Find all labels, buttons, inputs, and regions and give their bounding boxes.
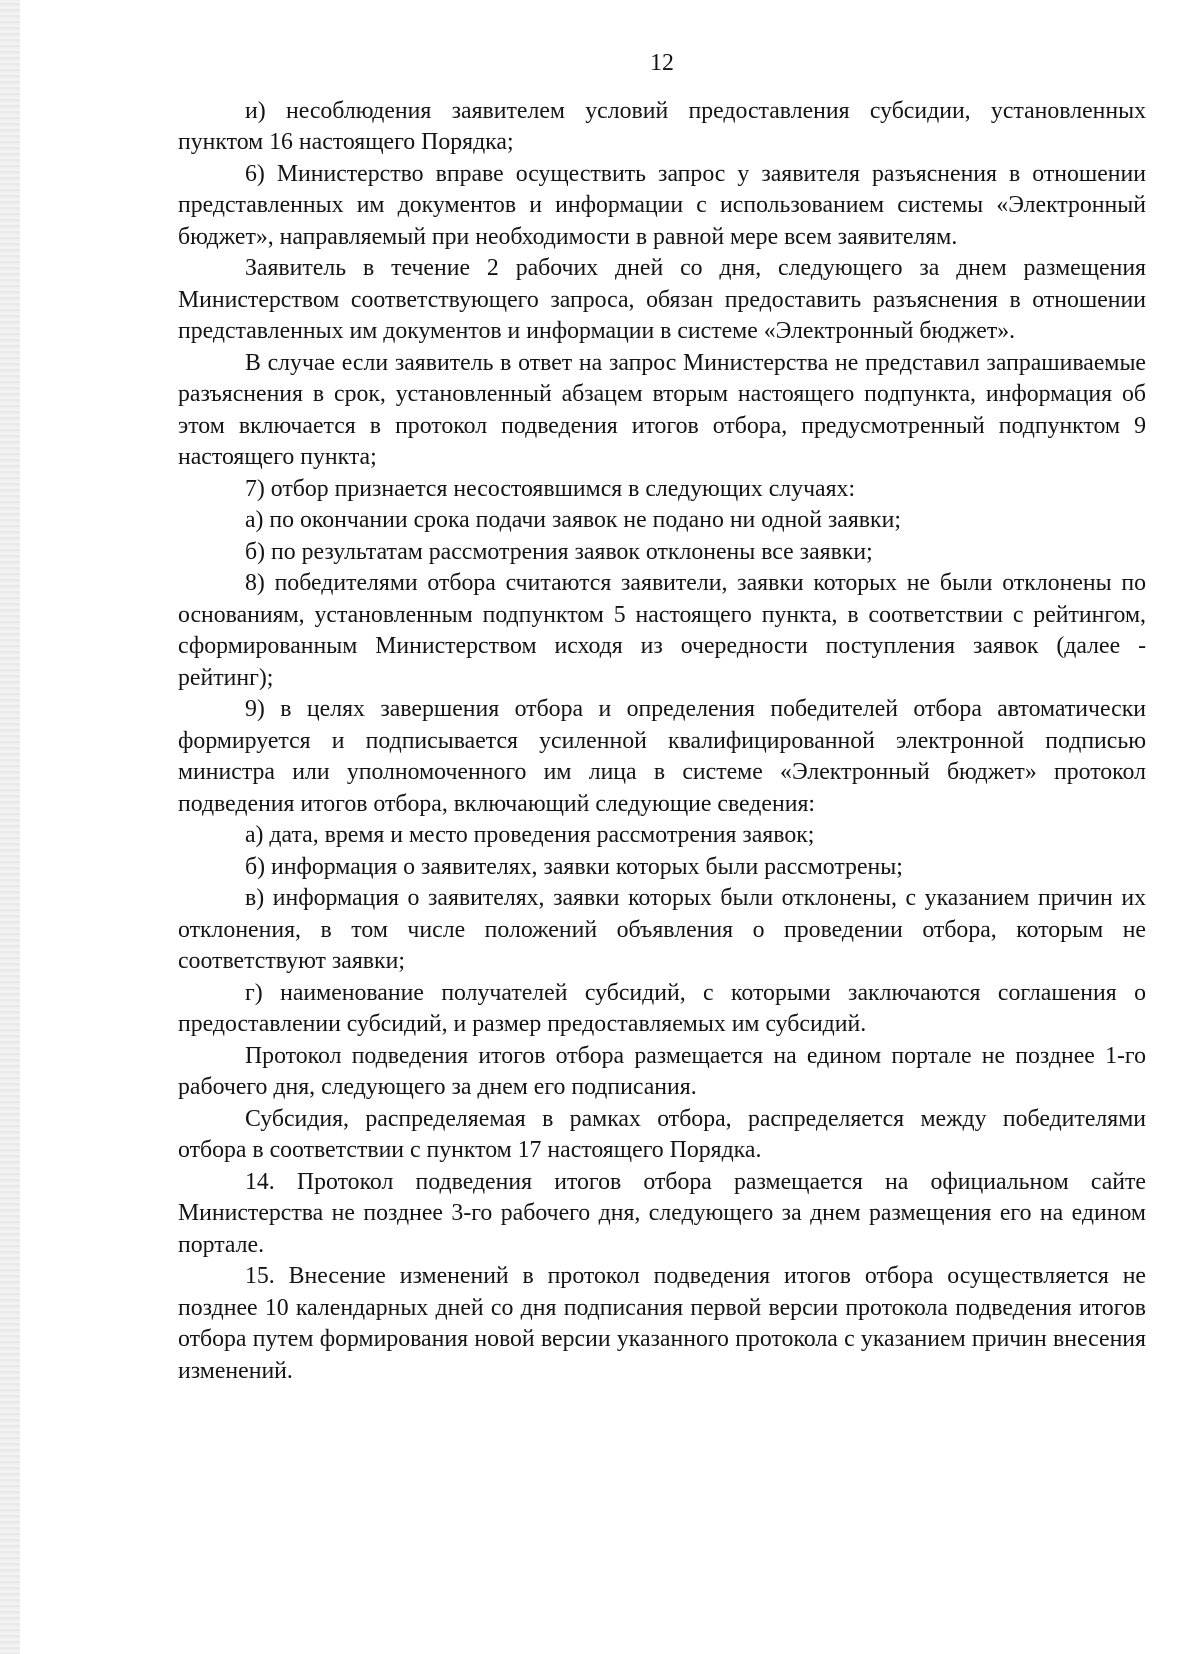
- paragraph-item-9a: а) дата, время и место проведения рассмотрения заявок;: [245, 822, 815, 848]
- paragraph-item-i: и) несоблюдения заявителем условий предоставления субсидии, установленных пунктом 16 настоящего Порядка;: [178, 97, 1146, 155]
- paragraph-item-9d: г) наименование получателей субсидий, с которыми заключаются соглашения о предоставлении субсидий, и размер предоставляемых им субсидий.: [178, 979, 1146, 1037]
- paragraph-section-14: 14. Протокол подведения итогов отбора размещается на официальном сайте Министерства не позднее 3-го рабочего дня, следующего за днем размещения его на едином портале.: [178, 1168, 1146, 1258]
- paragraph-subsidy-distribution: Субсидия, распределяемая в рамках отбора, распределяется между победителями отбора в соответствии с пунктом 17 настоящего Порядка.: [178, 1105, 1146, 1163]
- paragraph-no-clarification: В случае если заявитель в ответ на запрос Министерства не представил запрашиваемые разъяснения в срок, установленный абзацем вторым настоящего подпункта, информация об этом включается в протокол подведения итогов отбора, предусмотренный подпунктом 9 настоящего пункта;: [178, 349, 1146, 470]
- scan-edge-noise: [0, 0, 20, 1654]
- document-page: [178, 48, 1146, 1387]
- paragraph-applicant-deadline: Заявитель в течение 2 рабочих дней со дня, следующего за днем размещения Министерством соответствующего запроса, обязан предоставить разъяснения в отношении представленных им документов и информации в системе «Электронный бюджет».: [178, 255, 1146, 344]
- paragraph-item-7b: б) по результатам рассмотрения заявок отклонены все заявки;: [245, 538, 873, 565]
- paragraph-item-9b: б) информация о заявителях, заявки которых были рассмотрены;: [245, 853, 903, 880]
- paragraph-item-9c: в) информация о заявителях, заявки которых были отклонены, с указанием причин их отклонения, в том числе положений объявления о проведении отбора, которым не соответствуют заявки;: [178, 885, 1146, 974]
- paragraph-protocol-portal: Протокол подведения итогов отбора размещается на едином портале не позднее 1-го рабочего дня, следующего за днем его подписания.: [178, 1042, 1146, 1100]
- page-number: 12: [650, 50, 674, 76]
- paragraph-item-8: 8) победителями отбора считаются заявители, заявки которых не были отклонены по основаниям, установленным подпунктом 5 настоящего пункта, в соответствии с рейтингом, сформированным Министерством исходя из очередности поступления заявок (далее - рейтинг);: [178, 570, 1146, 691]
- paragraph-section-15: 15. Внесение изменений в протокол подведения итогов отбора осуществляется не позднее 10 календарных дней со дня подписания первой версии протокола подведения итогов отбора путем формирования новой версии указанного протокола с указанием причин внесения изменений.: [178, 1263, 1146, 1384]
- paragraph-item-9: 9) в целях завершения отбора и определения победителей отбора автоматически формируется и подписывается усиленной квалифицированной электронной подписью министра или уполномоченного им лица в системе «Электронный бюджет» протокол подведения итогов отбора, включающий следующие сведения:: [178, 696, 1146, 817]
- paragraph-item-7a: а) по окончании срока подачи заявок не подано ни одной заявки;: [245, 507, 901, 533]
- paragraph-item-7: 7) отбор признается несостоявшимся в следующих случаях:: [245, 475, 856, 502]
- paragraph-item-6: 6) Министерство вправе осуществить запрос у заявителя разъяснения в отношении представленных им документов и информации с использованием системы «Электронный бюджет», направляемый при необходимости в равной мере всем заявителям.: [178, 160, 1146, 250]
